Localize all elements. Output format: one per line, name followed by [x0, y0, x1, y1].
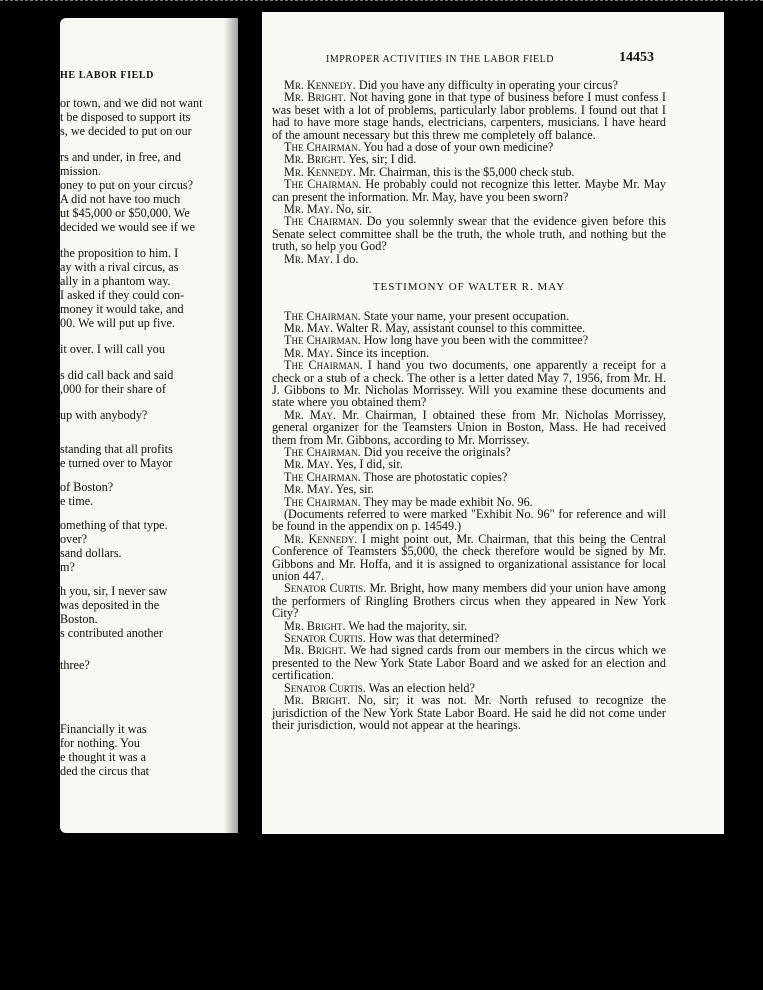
- speech-text: Did you receive the originals?: [360, 444, 511, 459]
- testimony-paragraph: [272, 409, 666, 446]
- left-text-line: three?: [60, 658, 90, 672]
- left-text-line: decided we would see if we: [60, 220, 196, 234]
- testimony-paragraph: [272, 508, 666, 533]
- left-running-head: HE LABOR FIELD: [60, 70, 154, 81]
- left-text-line: t be disposed to support its: [60, 110, 191, 124]
- left-text-line: ay with a rival circus, as: [60, 260, 179, 274]
- speaker-name: Mr. Bright.: [284, 693, 351, 708]
- speech-text: Was an election held?: [365, 680, 475, 695]
- speech-text: Mr. Bright, how many members did your union have among the performers of Ringling Brothers circus when they appeared in New York City?: [272, 581, 666, 621]
- left-text-line: ,000 for their share of: [60, 382, 166, 396]
- left-text-line: s, we decided to put on our: [60, 124, 192, 138]
- left-text-line: the proposition to him. I: [60, 246, 179, 260]
- speech-text: State your name, your present occupation.: [360, 308, 570, 323]
- speaker-name: Senator Curtis.: [284, 631, 366, 646]
- section-heading: TESTIMONY OF WALTER R. MAY: [372, 281, 566, 294]
- scan-top-edge: [0, 0, 763, 5]
- speech-text: Mr. Chairman, this is the $5,000 check stub.: [355, 164, 575, 179]
- testimony-block-bright: [272, 79, 666, 265]
- speaker-name: The Chairman.: [284, 140, 361, 155]
- left-text-line: ut $45,000 or $50,000. We: [60, 206, 190, 220]
- speech-text: Since its inception.: [333, 345, 430, 360]
- left-text-line: of Boston?: [60, 480, 114, 494]
- speaker-name: The Chairman.: [284, 469, 361, 484]
- testimony-paragraph: [272, 644, 666, 681]
- left-text-line: it over. I will call you: [60, 342, 165, 356]
- left-text-line: ded the circus that: [60, 764, 150, 778]
- left-text-line: for nothing. You: [60, 736, 140, 750]
- left-text-line: or town, and we did not want: [60, 96, 203, 110]
- speaker-name: The Chairman.: [284, 358, 363, 373]
- right-page: [262, 12, 724, 834]
- speaker-name: Senator Curtis.: [284, 581, 367, 596]
- speech-text: They may be made exhibit No. 96.: [360, 494, 533, 509]
- speaker-name: Mr. Bright.: [284, 90, 347, 105]
- speaker-name: Mr. Kennedy.: [284, 164, 356, 179]
- left-text-line: s did call back and said: [60, 368, 174, 382]
- speech-text: Mr. Chairman, I obtained these from Mr. Nicholas Morrissey, general organizer for the Teamsters Union in Boston, Mass. He had received them from Mr. Gibbons, according to Mr. Morrissey.: [272, 407, 666, 447]
- speaker-name: Mr. Bright.: [284, 152, 346, 167]
- left-text-line: money it would take, and: [60, 302, 184, 316]
- testimony-paragraph: [272, 178, 666, 203]
- speech-text: I do.: [333, 251, 359, 266]
- speech-text: We had signed cards from our members in the circus which we presented to the New York State Labor Board and we asked for an election and certification.: [272, 643, 667, 683]
- speaker-name: The Chairman.: [284, 177, 362, 192]
- speaker-name: Mr. Bright.: [284, 643, 347, 658]
- testimony-paragraph: [272, 91, 666, 141]
- left-text-line: A did not have too much: [60, 192, 181, 206]
- speech-text: Did you have any difficulty in operating your circus?: [355, 78, 618, 92]
- speech-text: How was that determined?: [365, 631, 500, 646]
- left-text-line: rs and under, in free, and: [60, 150, 181, 164]
- speaker-name: Mr. May.: [284, 457, 333, 472]
- left-text-line: m?: [60, 560, 75, 574]
- speech-text: Not having gone in that type of business before I must confess I was beset with a lot of problems, particularly labor problems. I found out that I had to have more stage hands, electricians, carpenters, musicians. I have heard of the amount necessary but this threw me completely off balance.: [272, 90, 666, 142]
- left-text-line: oney to put on your circus?: [60, 178, 194, 192]
- left-text-line: up with anybody?: [60, 408, 148, 422]
- left-text-line: e turned over to Mayor: [60, 456, 173, 470]
- left-text-line: over?: [60, 532, 88, 546]
- speaker-name: Mr. May.: [284, 482, 333, 497]
- speaker-name: Mr. May.: [284, 345, 333, 360]
- speech-text: He probably could not recognize this letter. Maybe Mr. May can present the information. Mr. May, have you been sworn?: [272, 177, 666, 204]
- testimony-paragraph: [272, 533, 666, 583]
- left-text-line: e time.: [60, 494, 94, 508]
- left-text-line: Boston.: [60, 612, 98, 626]
- left-text-line: Financially it was: [60, 722, 147, 736]
- speaker-name: Mr. May.: [284, 407, 337, 422]
- left-text-line: omething of that type.: [60, 518, 168, 532]
- page-number: 14453: [619, 50, 654, 65]
- speaker-name: Mr. May.: [284, 320, 333, 335]
- speech-text: We had the majority, sir.: [345, 618, 468, 633]
- left-text-line: I asked if they could con-: [60, 288, 185, 302]
- speaker-name: Senator Curtis.: [284, 680, 366, 695]
- speech-text: I might point out, Mr. Chairman, that this being the Central Conference of Teamsters $5,000, the check therefore would be signed by Mr. Gibbons and Mr. Hoffa, and it is assigned to organizational assistance for local union 447.: [272, 531, 666, 584]
- left-text-line: 00. We will put up five.: [60, 316, 175, 330]
- speech-text: How long have you been with the committee?: [360, 333, 589, 348]
- speaker-name: The Chairman.: [284, 494, 361, 509]
- left-text-line: e thought it was a: [60, 750, 146, 764]
- speaker-name: Mr. Kennedy.: [284, 531, 358, 546]
- testimony-paragraph: [272, 582, 666, 619]
- speaker-name: The Chairman.: [284, 444, 361, 459]
- speech-text: You had a dose of your own medicine?: [360, 140, 554, 155]
- testimony-paragraph: [272, 253, 666, 265]
- speaker-name: Mr. May.: [284, 251, 333, 266]
- speaker-name: The Chairman.: [284, 333, 361, 348]
- speaker-name: Mr. Kennedy.: [284, 78, 356, 92]
- speech-text: I hand you two documents, one apparently a receipt for a check or a stub of a check. The other is a letter dated May 7, 1956, from Mr. H. J. Gibbons to Mr. Nicholas Morrissey. Will you examine these documents and state where you obtained them?: [272, 358, 666, 410]
- testimony-paragraph: [272, 215, 666, 252]
- speech-text: Yes, I did, sir.: [333, 457, 403, 472]
- testimony-paragraph: [272, 694, 666, 731]
- page-body: [272, 79, 666, 731]
- speech-text: Yes, sir.: [333, 482, 374, 497]
- speech-text: Those are photostatic copies?: [360, 469, 508, 484]
- testimony-paragraph: [272, 359, 666, 409]
- speech-text: No, sir.: [333, 202, 372, 217]
- testimony-block-may: [272, 310, 666, 732]
- left-text-line: standing that all profits: [60, 442, 173, 456]
- left-text-line: h you, sir, I never saw: [60, 584, 168, 598]
- left-text-line: was deposited in the: [60, 598, 160, 612]
- speaker-name: The Chairman.: [284, 308, 361, 323]
- speaker-name: The Chairman.: [284, 214, 363, 229]
- speech-text: Yes, sir; I did.: [345, 152, 417, 167]
- left-text-line: sand dollars.: [60, 546, 122, 560]
- speech-text: (Documents referred to were marked "Exhibit No. 96" for reference and will be found in the appendix on p. 14549.): [272, 507, 666, 534]
- left-text-line: ally in a phantom way.: [60, 274, 171, 288]
- speaker-name: Mr. May.: [284, 202, 333, 217]
- speech-text: No, sir; it was not. Mr. North refused to recognize the jurisdiction of the New York State Labor Board. He said he did not come under their jurisdiction, would not appear at the hearings.: [272, 693, 666, 732]
- speaker-name: Mr. Bright.: [284, 618, 346, 633]
- speech-text: Walter R. May, assistant counsel to this committee.: [333, 320, 586, 335]
- left-text-line: s contributed another: [60, 626, 163, 640]
- speech-text: Do you solemnly swear that the evidence given before this Senate select committee shall be the truth, the whole truth, and nothing but the truth, so help you God?: [272, 214, 667, 254]
- running-head: IMPROPER ACTIVITIES IN THE LABOR FIELD: [326, 54, 554, 65]
- left-facing-page: [60, 18, 238, 833]
- left-text-line: mission.: [60, 164, 101, 178]
